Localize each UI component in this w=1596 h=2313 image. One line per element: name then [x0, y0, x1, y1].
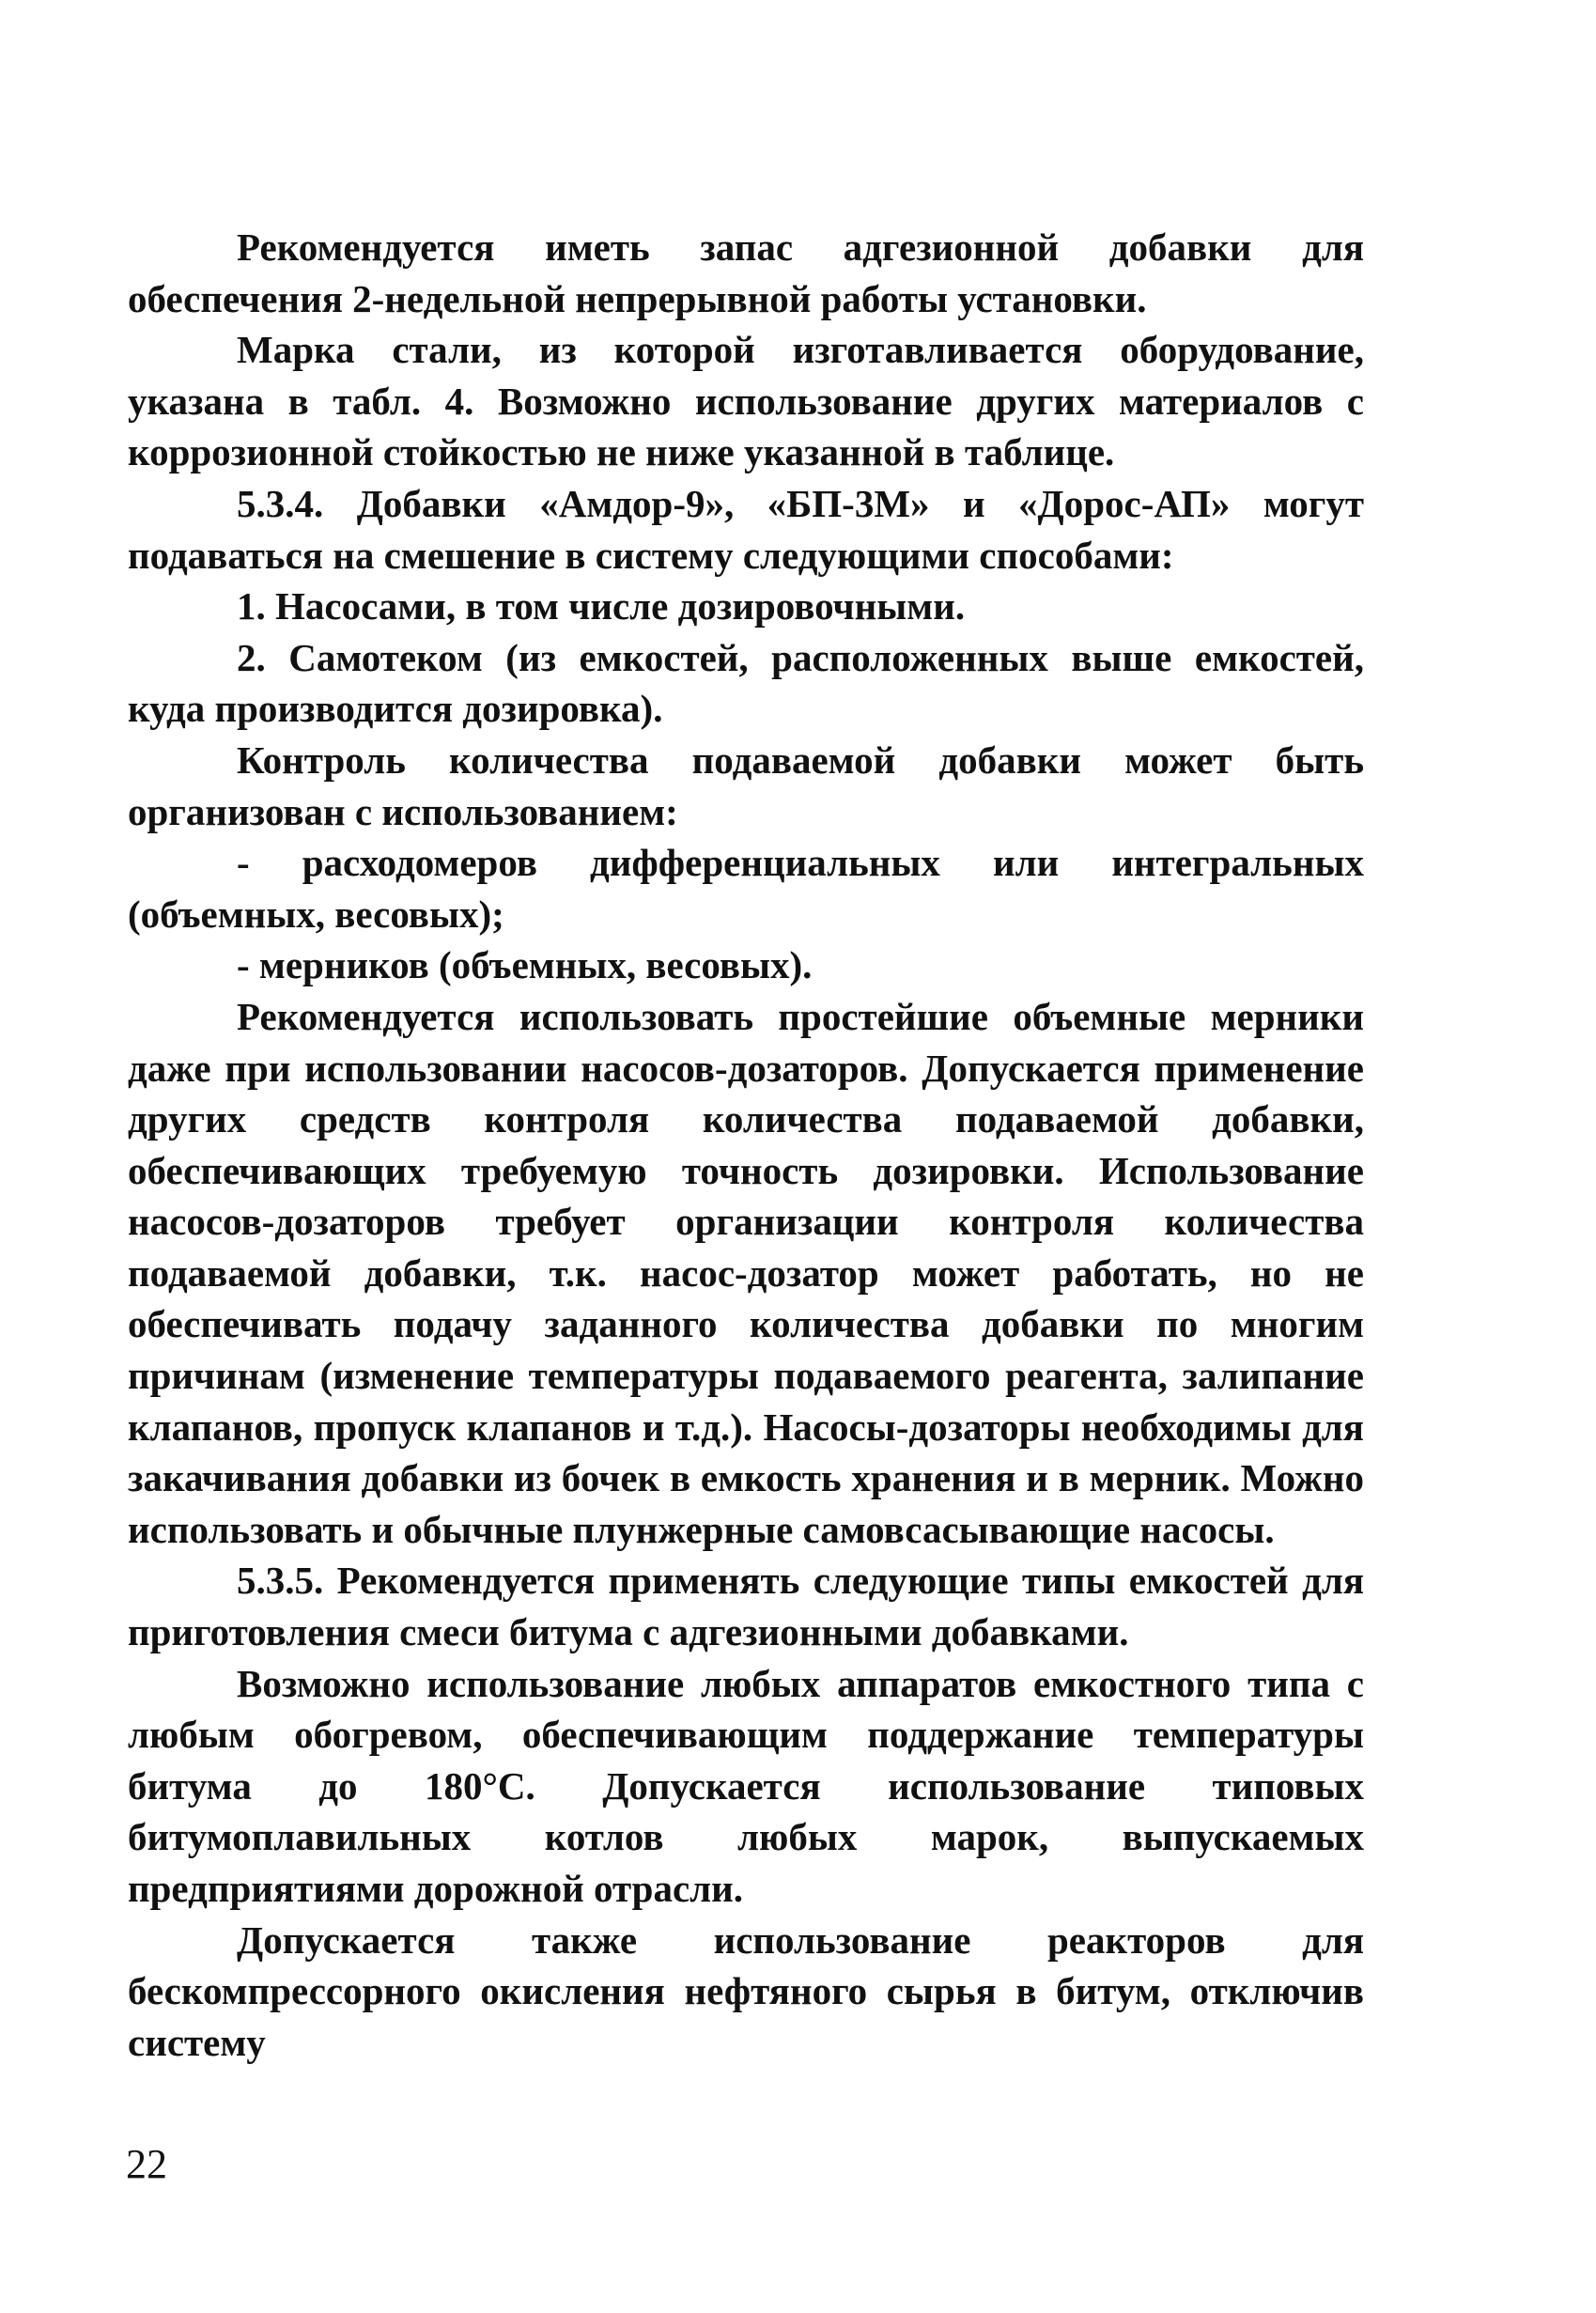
paragraph-5-3-5: 5.3.5. Рекомендуется применять следующие типы емкостей для приготовления смеси битума с адгезионными добавками. — [128, 1559, 1364, 1654]
list-item-flowmeters: - расходомеров дифференциальных или интегральных (объемных, весовых); — [128, 841, 1364, 936]
body-text — [128, 222, 1364, 2068]
paragraph-apparatus: Возможно использование любых аппаратов емкостного типа с любым обогревом, обеспечивающим поддержание температуры битума до 180°С. Допускается использование типовых битумоплавильных котлов любых марок, выпускаемых предприятиями дорожной отрасли. — [128, 1661, 1364, 1910]
list-item-gravity: 2. Самотеком (из емкостей, расположенных выше емкостей, куда производится дозировка). — [128, 635, 1364, 731]
paragraph-5-3-4: 5.3.4. Добавки «Амдор-9», «БП-3М» и «Дорос-АП» могут подаваться на смешение в систему следующими способами: — [128, 481, 1364, 577]
paragraph-control: Контроль количества подаваемой добавки может быть организован с использованием: — [128, 737, 1364, 833]
paragraph-steel-grade: Марка стали, из которой изготавливается оборудование, указана в табл. 4. Возможно использование других материалов с коррозионной стойкостью не ниже указанной в таблице. — [128, 328, 1364, 474]
page-number: 22 — [126, 2141, 167, 2187]
paragraph-additive-reserve: Рекомендуется иметь запас адгезионной добавки для обеспечения 2-недельной непрерывной работы установки. — [128, 225, 1364, 320]
list-item-pumps: 1. Насосами, в том числе дозировочными. — [237, 584, 966, 629]
paragraph-reactors: Допускается также использование реакторов для бескомпрессорного окисления нефтяного сырья в битум, отключив систему — [128, 1917, 1364, 2064]
paragraph-dosing-pumps: Рекомендуется использовать простейшие объемные мерники даже при использовании насосов-дозаторов. Допускается применение других средств контроля количества подаваемой добавки, обеспечивающих требуемую точность дозировки. Использование насосов-дозаторов требует организации контроля количества подаваемой добавки, т.к. насос-дозатор может работать, но не обеспечивать подачу заданного количества добавки по многим причинам (изменение температуры подаваемого реагента, залипание клапанов, пропуск клапанов и т.д.). Насосы-дозаторы необходимы для закачивания добавки из бочек в емкость хранения и в мерник. Можно использовать и обычные плунжерные самовсасывающие насосы. — [128, 994, 1364, 1551]
list-item-measures: - мерников (объемных, весовых). — [237, 943, 813, 987]
